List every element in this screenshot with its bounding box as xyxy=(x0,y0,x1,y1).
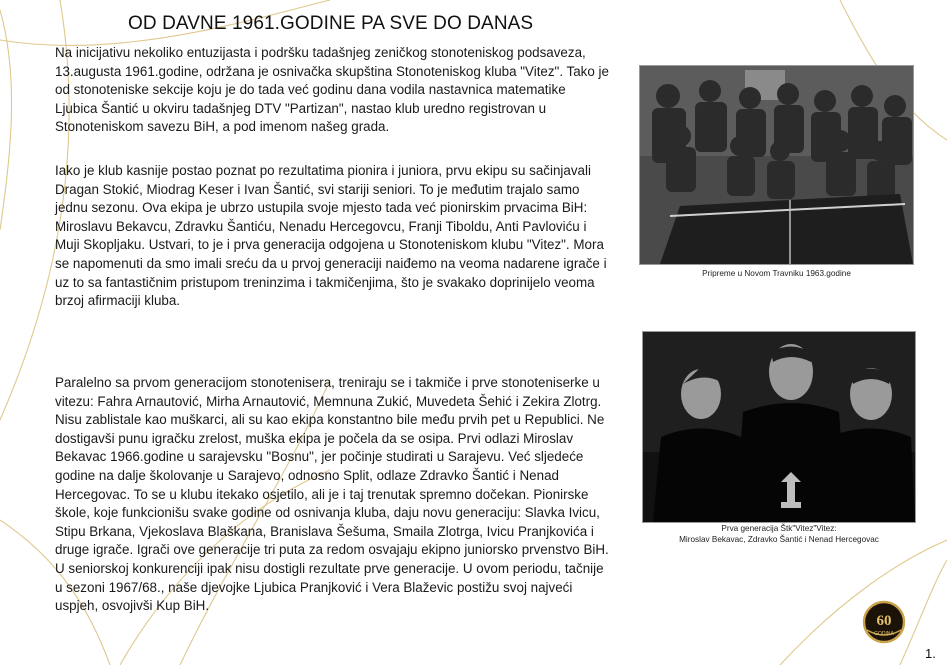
photo-training-1963 xyxy=(640,66,913,264)
caption-line-2: Miroslav Bekavac, Zdravko Šantić i Nenad Hercegovac xyxy=(679,535,879,544)
photo-caption-first-generation xyxy=(640,523,918,545)
page-title: OD DAVNE 1961.GODINE PA SVE DO DANAS xyxy=(128,13,534,34)
photo-caption-training: Pripreme u Novom Travniku 1963.godine xyxy=(702,269,851,278)
badge-number: 60 xyxy=(876,613,892,629)
badge-word: GODINA xyxy=(874,631,894,637)
paragraph-founding: Na inicijativu nekoliko entuzijasta i podršku tadašnjeg zeničkog stonoteniskog podsaveza, 13.augusta 1961.godine, održana je osnivačka skupština Stonoteniskog kluba "Vitez". Tako je od stonoteniske sekcije koju je do tada već godinu dana vodila nastavnica matematike Ljubica Šantić u okviru tadašnjeg DTV "Partizan", nastao klub uredno registrovan u Stonoteniskom savezu BiH, a pod imenom našeg grada. xyxy=(55,45,609,135)
paragraph-first-team: Iako je klub kasnije postao poznat po rezultatima pionira i juniora, prvu ekipu su sačinjavali Dragan Stokić, Miodrag Keser i Ivan Šantić, svi stariji seniori. To je međutim trajalo samo jednu sezonu. Ova ekipa je ubrzo ustupila svoje mjesto tada već pionirskim prvacima BiH: Miroslavu Bekavcu, Zdravku Šantiću, Nenadu Hercegovcu, Franji Tiboldu, Anti Pavloviću i Muji Skopljaku. Ustvari, to je i prva generacija odgojena u Stonoteniskom klubu "Vitez". Mora se napomenuti da smo imali sreću da u prvoj generaciji naiđemo na veoma nadarene igrače i uz to sa fantastičnim pristupom treninzima i takmičenjima, što je svakako doprinijelo veoma brzoj afirmaciji kluba. xyxy=(55,163,607,309)
caption-line-1: Prva generacija Štk"Vitez"Vitez: xyxy=(721,524,837,533)
photo-first-generation xyxy=(643,332,915,522)
paragraph-next-generation: Paralelno sa prvom generacijom stonotenisera, treniraju se i takmiče i prve stonoteniserke u vitezu: Fahra Arnautović, Mirha Arnautović, Memnuna Zukić, Muvedeta Šehić i Zekira Zlotrg. Nisu zablistale kao muškarci, ali su kao ekipa konstantno bile među prvih pet u Republici. Ne dostigavši punu igračku zrelost, muška ekipa je počela da se osipa. Prvi odlazi Miroslav Bekavac 1966.godine u sarajevsku "Bosnu", jer počinje studirati u Sarajevu. Već sljedeće godine na dalje školovanje u Sarajevo, odnosno Split, odlaze Zdravko Šantić i Nenad Hercegovac. To se u klubu itekako osjetilo, ali je i taj trenutak spremno dočekan. Pionirske škole, koje funkcionišu svake godine od osnivanja kluba, daju novu generaciju: Slavka Ivicu, Stipu Brkana, Vjekoslava Blaškana, Branislava Šešuma, Smaila Zlotrga, Ivicu Pranjkovića i druge igrače. Igrači ove generacije tri puta za redom osvajaju ekipno juniorsko prvenstvo BiH. U seniorskoj konkurenciji ipak nisu dostigli rezultate prve generacije. U ovom periodu, tačnije u sezoni 1967/68., naše djevojke Ljubica Pranjković i Vera Blaževic postižu svoj najveći uspjeh, osvojivši Kup BiH. xyxy=(55,375,609,614)
anniversary-badge xyxy=(861,600,907,644)
page-number: 1. xyxy=(925,646,936,661)
